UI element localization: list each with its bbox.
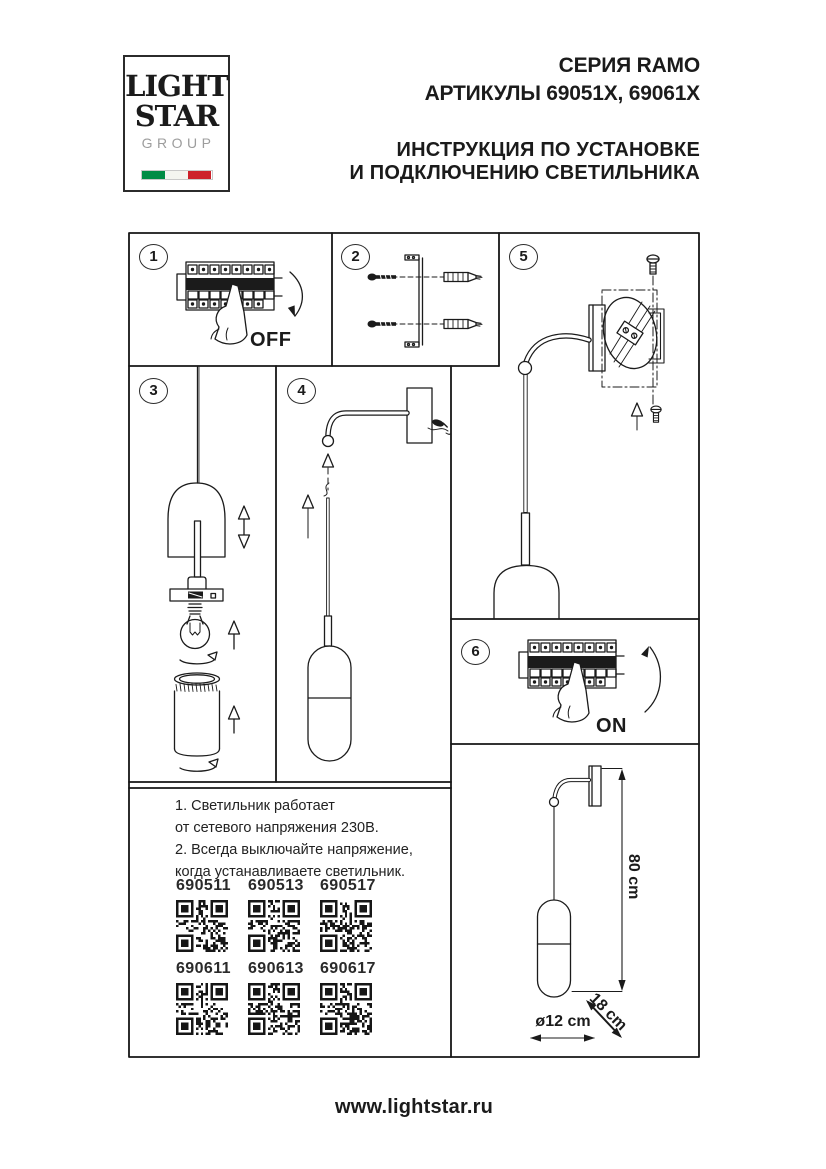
series-title: СЕРИЯ RAMO — [558, 54, 700, 77]
on-label: ON — [596, 715, 627, 737]
qr-code — [248, 900, 300, 952]
safety-notes — [175, 795, 440, 883]
italy-flag-icon — [141, 170, 213, 180]
article-number: 690613 — [248, 960, 304, 977]
qr-code — [176, 900, 228, 952]
height-dimension-label: 80 cm — [625, 854, 642, 900]
flag-white-stripe — [165, 171, 188, 179]
note-line: от сетевого напряжения 230В. — [175, 820, 379, 836]
step-4-badge: 4 — [287, 378, 316, 404]
article-number: 690513 — [248, 877, 304, 894]
logo-word-light: LIGHT — [125, 69, 228, 103]
qr-code — [320, 983, 372, 1035]
note-line: когда устанавливаете светильник. — [175, 864, 406, 880]
logo-word-group: GROUP — [141, 135, 216, 151]
diameter-dimension-label: ø12 cm — [535, 1013, 591, 1030]
step-4-hook-lamp-illustration — [303, 388, 451, 761]
article-number: 690511 — [176, 877, 231, 894]
step-6-breaker-on-illustration — [519, 640, 660, 722]
diagram-grid — [128, 232, 700, 1058]
flag-green-stripe — [142, 171, 165, 179]
off-label: OFF — [250, 329, 292, 351]
step-5-mount-wire-illustration — [494, 255, 664, 619]
step-3-badge: 3 — [139, 378, 168, 404]
article-number: 690617 — [320, 960, 376, 977]
lightstar-logo — [123, 55, 230, 192]
step-3-shade-bulb-illustration — [168, 367, 250, 771]
note-line: 1. Светильник работает — [175, 798, 335, 814]
document-title — [349, 52, 700, 185]
step-2-fasteners-illustration — [368, 255, 483, 347]
step-1-badge: 1 — [139, 244, 168, 270]
qr-code — [176, 983, 228, 1035]
step-5-badge: 5 — [509, 244, 538, 270]
articles-title: АРТИКУЛЫ 69051X, 69061X — [424, 82, 700, 105]
article-number: 690517 — [320, 877, 376, 894]
article-number: 690611 — [176, 960, 231, 977]
projection-dimension-label: 18 cm — [585, 990, 631, 1035]
flag-red-stripe — [188, 171, 211, 179]
qr-code — [248, 983, 300, 1035]
qr-code — [320, 900, 372, 952]
instruction-title-line2: И ПОДКЛЮЧЕНИЮ СВЕТИЛЬНИКА — [349, 162, 700, 184]
instruction-title-line1: ИНСТРУКЦИЯ ПО УСТАНОВКЕ — [396, 139, 700, 161]
dimensions-illustration — [530, 766, 626, 1042]
note-line: 2. Всегда выключайте напряжение, — [175, 842, 413, 858]
website-url: www.lightstar.ru — [334, 1096, 494, 1118]
logo-word-star: STAR — [134, 99, 219, 133]
step-2-badge: 2 — [341, 244, 370, 270]
step-6-badge: 6 — [461, 639, 490, 665]
